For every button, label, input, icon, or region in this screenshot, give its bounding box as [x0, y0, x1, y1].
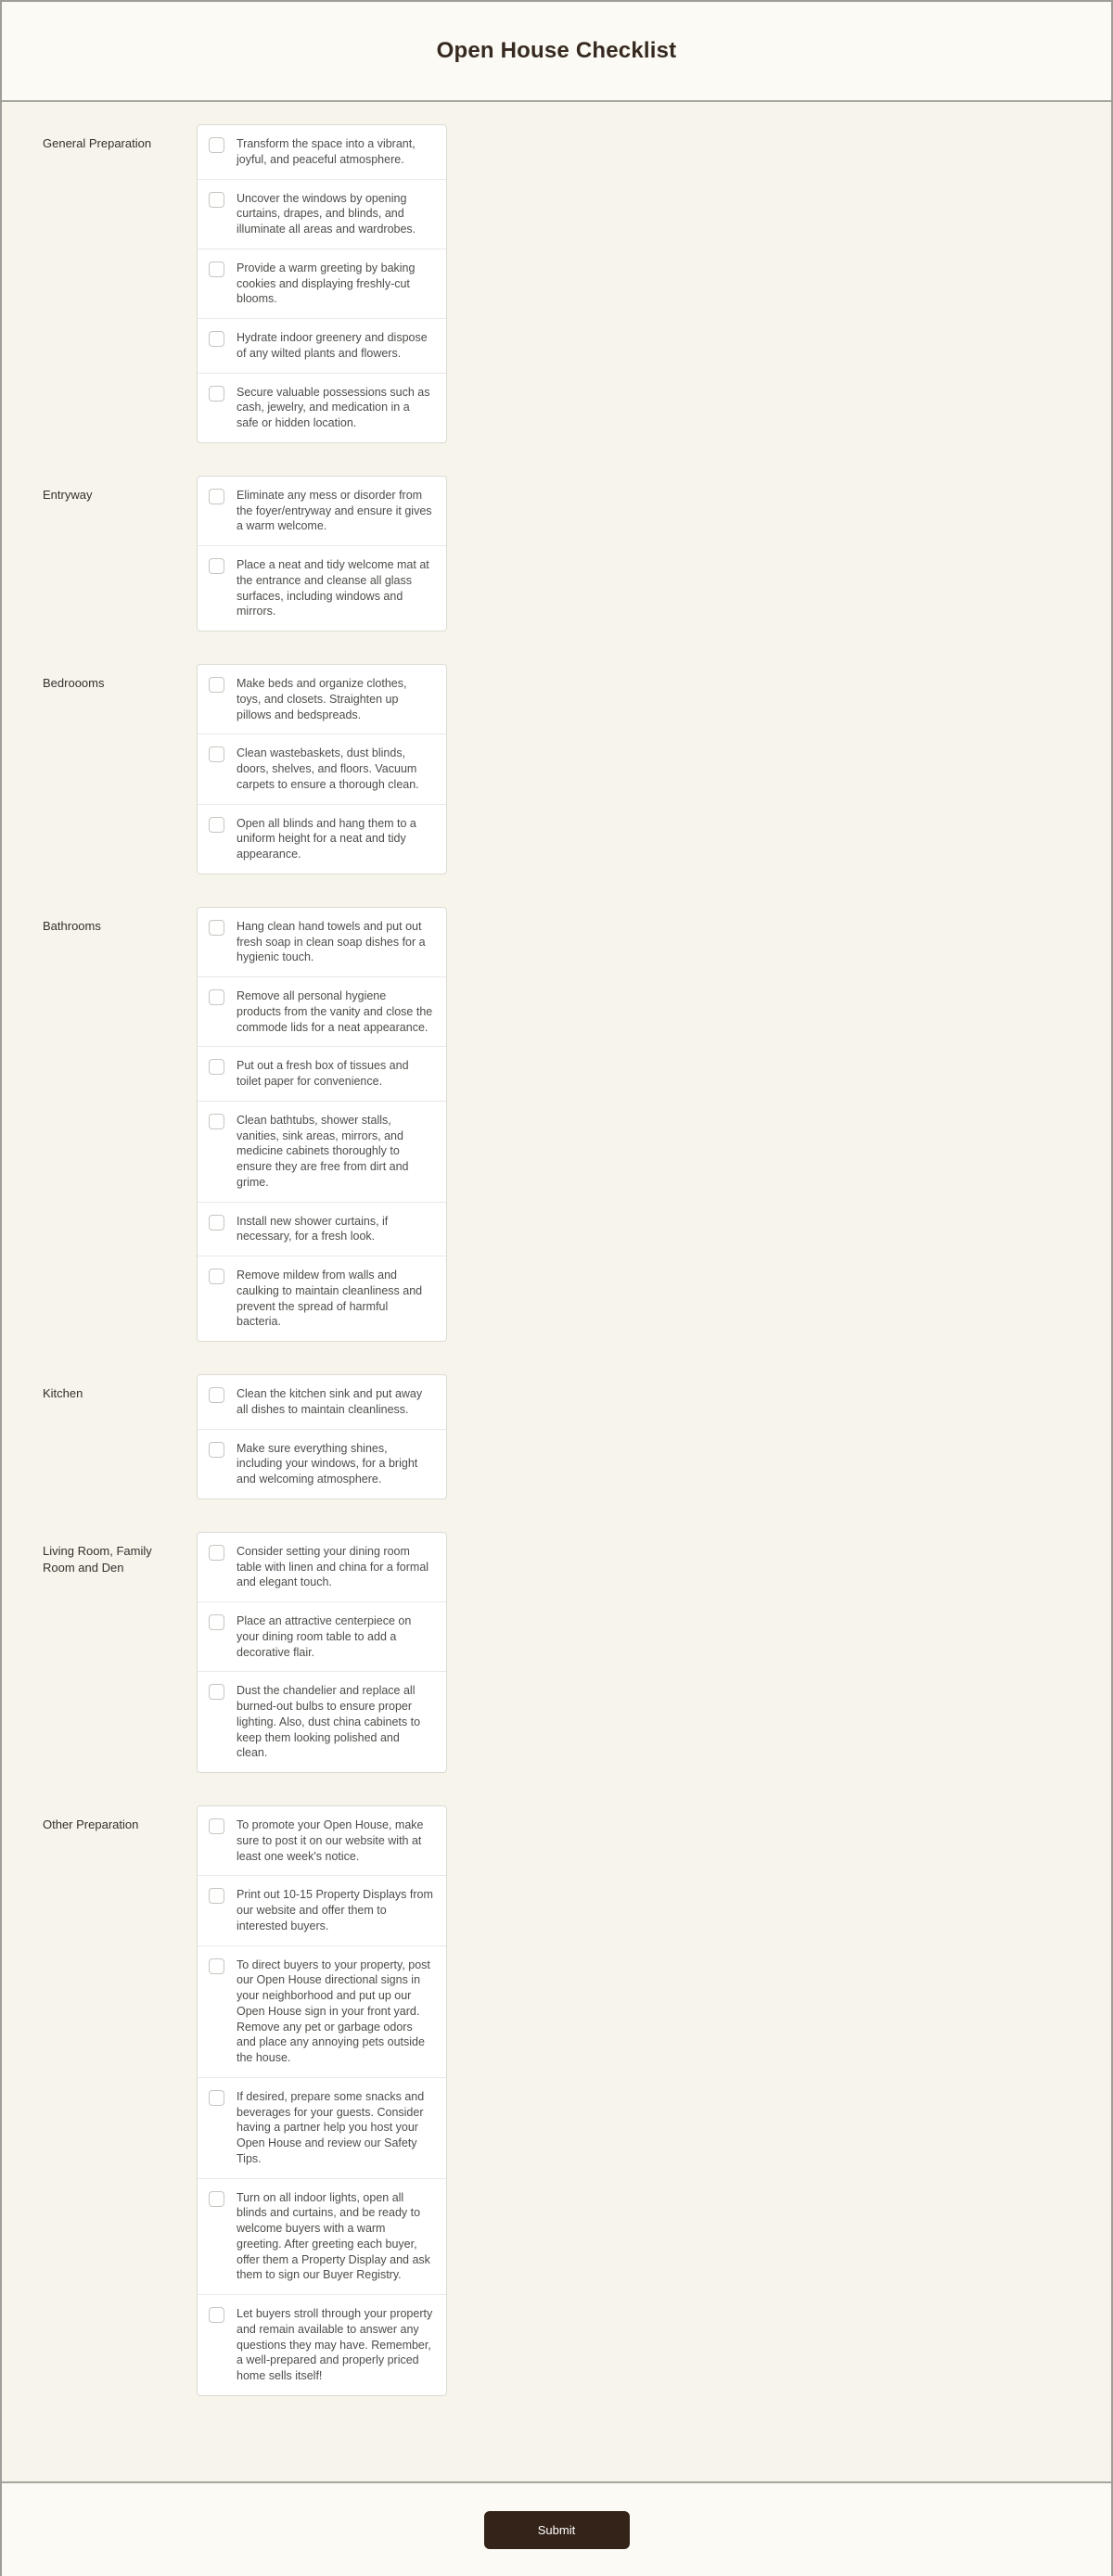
checklist-item[interactable] [198, 1672, 446, 1772]
checklist-item[interactable] [198, 374, 446, 442]
checkbox-icon[interactable] [209, 989, 224, 1005]
checklist-section [2, 476, 1111, 631]
checklist-item[interactable] [198, 180, 446, 249]
checklist-card [197, 1374, 447, 1499]
checkbox-icon[interactable] [209, 386, 224, 402]
section-label-column [2, 664, 197, 692]
checkbox-icon[interactable] [209, 192, 224, 208]
checklist-card [197, 476, 447, 631]
section-label-column [2, 124, 197, 152]
checklist-section [2, 1532, 1111, 1773]
item-text: Print out 10-15 Property Displays from our website and offer them to interested buyers. [237, 1888, 433, 1932]
item-text: Remove all personal hygiene products from the vanity and close the commode lids for a neat appearance. [237, 989, 433, 1034]
section-label: Living Room, Family Room and Den [43, 1543, 152, 1575]
checklist-item[interactable] [198, 1602, 446, 1672]
checkbox-icon[interactable] [209, 1614, 224, 1630]
checkbox-icon[interactable] [209, 2307, 224, 2323]
checkbox-icon[interactable] [209, 677, 224, 693]
checklist-item[interactable] [198, 1876, 446, 1945]
section-label: General Preparation [43, 136, 152, 150]
checklist-item[interactable] [198, 125, 446, 180]
checklist-item[interactable] [198, 2179, 446, 2296]
sections [2, 124, 1111, 2396]
item-text: Put out a fresh box of tissues and toilet paper for convenience. [237, 1059, 409, 1088]
item-text: Dust the chandelier and replace all burned-out bulbs to ensure proper lighting. Also, dust china cabinets to keep them looking polished and clean. [237, 1684, 421, 1760]
checkbox-icon[interactable] [209, 2090, 224, 2106]
checklist-section [2, 664, 1111, 874]
item-text: Let buyers stroll through your property and remain available to answer any questions they may have. Remember, a well-prepared and properly priced home sells itself! [237, 2307, 433, 2382]
checklist-item[interactable] [198, 249, 446, 319]
page-title: Open House Checklist [436, 38, 677, 63]
form-footer [2, 2481, 1111, 2576]
section-label: Entryway [43, 487, 93, 502]
item-text: Hang clean hand towels and put out fresh soap in clean soap dishes for a hygienic touch. [237, 919, 426, 964]
checklist-item[interactable] [198, 1203, 446, 1257]
section-label-column [2, 1374, 197, 1402]
item-text: Transform the space into a vibrant, joyful, and peaceful atmosphere. [237, 137, 416, 166]
item-text: Open all blinds and hang them to a uniform height for a neat and tidy appearance. [237, 816, 416, 861]
item-text: Clean wastebaskets, dust blinds, doors, shelves, and floors. Vacuum carpets to ensure a thorough clean. [237, 746, 419, 791]
checklist-item[interactable] [198, 1946, 446, 2078]
checklist-item[interactable] [198, 908, 446, 977]
checkbox-icon[interactable] [209, 1958, 224, 1974]
checkbox-icon[interactable] [209, 137, 224, 153]
checklist-card [197, 907, 447, 1342]
checklist-item[interactable] [198, 477, 446, 546]
checkbox-icon[interactable] [209, 489, 224, 504]
checklist-section [2, 1374, 1111, 1499]
section-label-column [2, 1532, 197, 1576]
item-text: Place a neat and tidy welcome mat at the entrance and cleanse all glass surfaces, including windows and mirrors. [237, 558, 429, 618]
checkbox-icon[interactable] [209, 331, 224, 347]
form-body [2, 102, 1111, 2481]
item-text: Remove mildew from walls and caulking to maintain cleanliness and prevent the spread of harmful bacteria. [237, 1269, 423, 1329]
checklist-card [197, 664, 447, 874]
section-label: Kitchen [43, 1386, 83, 1400]
checklist-item[interactable] [198, 1430, 446, 1498]
checkbox-icon[interactable] [209, 1215, 224, 1231]
checklist-section [2, 124, 1111, 443]
checklist-section [2, 907, 1111, 1342]
section-label-column [2, 1805, 197, 1833]
checkbox-icon[interactable] [209, 1442, 224, 1458]
checklist-item[interactable] [198, 1375, 446, 1430]
checklist-section [2, 1805, 1111, 2396]
section-label: Bedroooms [43, 676, 105, 690]
section-label: Other Preparation [43, 1817, 139, 1831]
item-text: Clean the kitchen sink and put away all dishes to maintain cleanliness. [237, 1387, 423, 1416]
checklist-item[interactable] [198, 1102, 446, 1203]
checklist-item[interactable] [198, 2078, 446, 2179]
item-text: Place an attractive centerpiece on your dining room table to add a decorative flair. [237, 1614, 412, 1659]
item-text: Hydrate indoor greenery and dispose of any wilted plants and flowers. [237, 331, 428, 360]
checklist-card [197, 1532, 447, 1773]
checkbox-icon[interactable] [209, 1114, 224, 1129]
checkbox-icon[interactable] [209, 1387, 224, 1403]
item-text: To direct buyers to your property, post our Open House directional signs in your neighborhood and put up our Open House sign in your front yard. Remove any pet or garbage odors and place any annoying pets outside the house. [237, 1958, 430, 2064]
item-text: Make sure everything shines, including your windows, for a bright and welcoming atmosphere. [237, 1441, 418, 1486]
item-text: Secure valuable possessions such as cash, jewelry, and medication in a safe or hidden location. [237, 385, 430, 429]
checklist-item[interactable] [198, 2295, 446, 2395]
checkbox-icon[interactable] [209, 1818, 224, 1834]
form-header [2, 2, 1111, 102]
item-text: If desired, prepare some snacks and beverages for your guests. Consider having a partner help you host your Open House and review our Safety Tips. [237, 2089, 425, 2165]
checkbox-icon[interactable] [209, 2191, 224, 2207]
checklist-item[interactable] [198, 805, 446, 874]
item-text: Turn on all indoor lights, open all blinds and curtains, and be ready to welcome buyers with a warm greeting. After greeting each buyer, offer them a Property Display and ask them to sign our Buyer Registry. [237, 2190, 430, 2282]
checklist-item[interactable] [198, 1806, 446, 1876]
checklist-card [197, 124, 447, 443]
submit-button[interactable]: Submit [484, 2511, 630, 2549]
checklist-item[interactable] [198, 546, 446, 631]
checklist-item[interactable] [198, 1533, 446, 1602]
checkbox-icon[interactable] [209, 1684, 224, 1700]
checklist-item[interactable] [198, 977, 446, 1047]
section-label: Bathrooms [43, 918, 101, 933]
item-text: Make beds and organize clothes, toys, and closets. Straighten up pillows and bedspreads. [237, 677, 407, 721]
checklist-item[interactable] [198, 734, 446, 804]
checkbox-icon[interactable] [209, 1545, 224, 1561]
checklist-item[interactable] [198, 1256, 446, 1341]
checklist-item[interactable] [198, 665, 446, 734]
checkbox-icon[interactable] [209, 746, 224, 762]
checkbox-icon[interactable] [209, 261, 224, 277]
section-label-column [2, 907, 197, 935]
checkbox-icon[interactable] [209, 1059, 224, 1075]
checkbox-icon[interactable] [209, 1888, 224, 1904]
item-text: To promote your Open House, make sure to post it on our website with at least one week's notice. [237, 1818, 424, 1863]
checklist-card [197, 1805, 447, 2396]
checkbox-icon[interactable] [209, 817, 224, 833]
checkbox-icon[interactable] [209, 558, 224, 574]
section-label-column [2, 476, 197, 504]
item-text: Uncover the windows by opening curtains, drapes, and blinds, and illuminate all areas and wardrobes. [237, 191, 416, 236]
checkbox-icon[interactable] [209, 1269, 224, 1284]
item-text: Clean bathtubs, shower stalls, vanities, sink areas, mirrors, and medicine cabinets thoroughly to ensure they are free from dirt and grime. [237, 1113, 409, 1189]
checkbox-icon[interactable] [209, 920, 224, 936]
item-text: Consider setting your dining room table with linen and china for a formal and elegant touch. [237, 1544, 429, 1589]
checklist-item[interactable] [198, 1047, 446, 1102]
checklist-item[interactable] [198, 319, 446, 374]
item-text: Provide a warm greeting by baking cookies and displaying freshly-cut blooms. [237, 261, 416, 306]
item-text: Eliminate any mess or disorder from the foyer/entryway and ensure it gives a warm welcome. [237, 488, 432, 533]
item-text: Install new shower curtains, if necessary, for a fresh look. [237, 1214, 389, 1243]
